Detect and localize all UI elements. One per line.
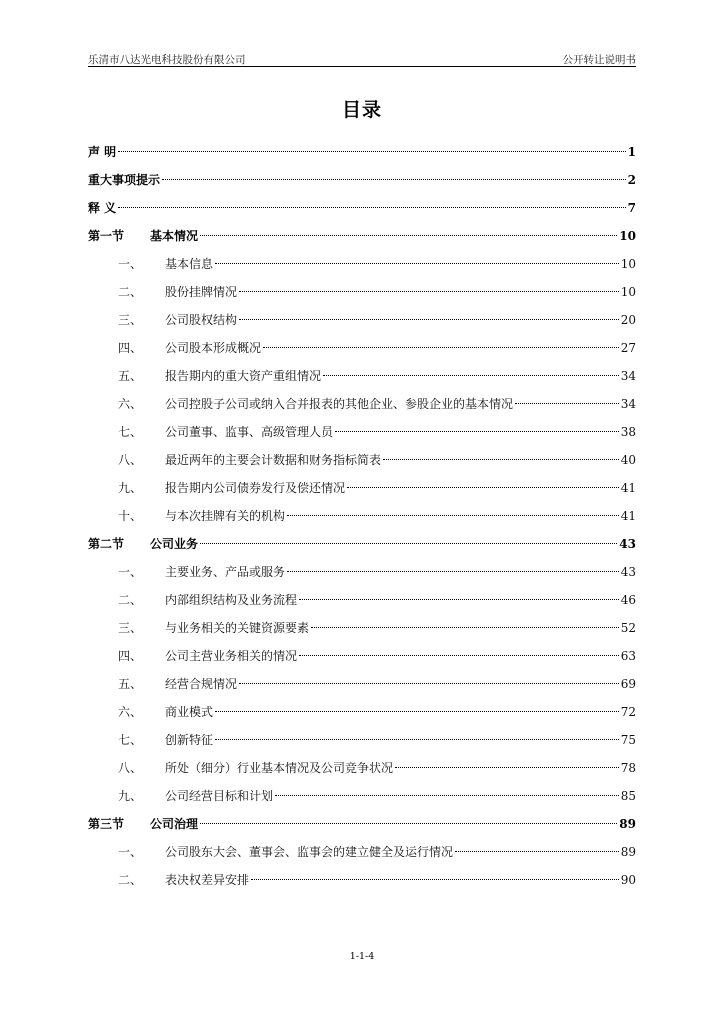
toc-entry-label: 商业模式 [165,705,214,719]
toc-entry[interactable] [88,222,636,250]
running-header [88,52,636,66]
toc-entry-page: 41 [620,481,636,495]
dot-leader [347,487,619,488]
toc-entry-label: 与业务相关的关键资源要素 [165,621,310,635]
dot-leader [118,151,625,152]
toc-entry-label: 主要业务、产品或服务 [165,565,286,579]
toc-entry-label: 公司经营目标和计划 [165,789,274,803]
toc-entry-number: 八、 [118,453,143,467]
toc-title: 目录 [341,99,382,121]
toc-entry-page: 41 [620,509,636,523]
toc-entry-label: 与本次挂牌有关的机构 [165,509,286,523]
toc-entry-page: 75 [620,733,636,747]
toc-entry[interactable] [88,614,636,642]
dot-leader [263,347,619,348]
toc-entry-label: 重大事项提示 [88,173,161,187]
toc-entry-number: 第三节 [88,817,125,831]
toc-entry[interactable] [88,838,636,866]
page-number: 1-1-4 [349,951,375,962]
dot-leader [215,711,619,712]
toc-entry-number: 六、 [118,397,143,411]
toc-entry-number: 一、 [118,257,143,271]
toc-entry-number: 五、 [118,677,143,691]
toc-entry[interactable] [88,782,636,810]
toc-entry-page: 85 [620,789,636,803]
toc-entry-page: 27 [620,341,636,355]
toc-entry-page: 89 [620,845,636,859]
toc-entry-page: 10 [620,257,636,271]
toc-entry-label: 股份挂牌情况 [165,285,238,299]
toc-entry-page: 43 [620,565,636,579]
toc-entry-page: 90 [620,873,636,887]
toc-entry[interactable] [88,502,636,530]
toc-entry-label: 释 义 [88,201,117,215]
toc-entry-page: 72 [620,705,636,719]
dot-leader [311,627,619,628]
toc-entry-label: 最近两年的主要会计数据和财务指标简表 [165,453,382,467]
dot-leader [118,207,625,208]
toc-entry[interactable] [88,586,636,614]
toc-entry-page: 20 [620,313,636,327]
header-rule [88,66,636,67]
dot-leader [162,179,626,180]
dot-leader [515,403,619,404]
toc-entry-number: 一、 [118,565,143,579]
toc-entry-label: 公司董事、监事、高级管理人员 [165,425,334,439]
toc-entry[interactable] [88,726,636,754]
toc-entry[interactable] [88,698,636,726]
toc-entry-label: 内部组织结构及业务流程 [165,593,298,607]
toc-entry[interactable] [88,278,636,306]
toc-entry[interactable] [88,194,636,222]
toc-entry[interactable] [88,530,636,558]
toc-entry-page: 10 [620,285,636,299]
toc-entry-number: 四、 [118,649,143,663]
toc-entry-label: 基本信息 [165,257,214,271]
toc-entry-number: 七、 [118,733,143,747]
dot-leader [215,739,619,740]
toc-entry-label: 公司控股子公司或纳入合并报表的其他企业、参股企业的基本情况 [165,397,514,411]
toc-entry-label: 表决权差异安排 [165,873,250,887]
dot-leader [383,459,619,460]
toc-entry-page: 40 [620,453,636,467]
header-company-name: 乐清市八达光电科技股份有限公司 [88,54,246,66]
dot-leader [200,823,617,824]
toc-entry-label: 公司业务 [150,537,199,551]
toc-entry-page: 43 [619,537,636,551]
toc-entry-page: 63 [620,649,636,663]
toc-entry-page: 1 [627,145,636,159]
dot-leader [299,655,619,656]
toc-entry-page: 34 [620,397,636,411]
toc-entry[interactable] [88,334,636,362]
toc-entry[interactable] [88,306,636,334]
dot-leader [239,319,619,320]
toc-entry-number: 十、 [118,509,143,523]
toc-entry-label: 创新特征 [165,733,214,747]
toc-entry-number: 二、 [118,285,143,299]
toc-entry-page: 78 [620,761,636,775]
toc-entry-page: 38 [620,425,636,439]
toc-entry[interactable] [88,474,636,502]
toc-entry-page: 10 [619,229,636,243]
toc-entry-label: 公司股本形成概况 [165,341,262,355]
dot-leader [299,599,619,600]
toc-entry[interactable] [88,446,636,474]
toc-entry-label: 经营合规情况 [165,677,238,691]
toc-entry-number: 五、 [118,369,143,383]
toc-entry-number: 九、 [118,789,143,803]
toc-entry-page: 34 [620,369,636,383]
toc-entry-label: 公司治理 [150,817,199,831]
toc-entry-number: 一、 [118,845,143,859]
dot-leader [287,571,619,572]
toc-entry[interactable] [88,362,636,390]
dot-leader [335,431,619,432]
toc-entry-number: 第一节 [88,229,125,243]
toc-entry-label: 报告期内的重大资产重组情况 [165,369,322,383]
dot-leader [275,795,619,796]
toc-entry-number: 第二节 [88,537,125,551]
toc-entry-page: 69 [620,677,636,691]
toc-entry[interactable] [88,642,636,670]
toc-entry[interactable] [88,670,636,698]
toc-entry-number: 九、 [118,481,143,495]
toc-entry-number: 二、 [118,593,143,607]
toc-entry-label: 声 明 [88,145,117,159]
toc-entry[interactable] [88,138,636,166]
toc-entry[interactable] [88,810,636,838]
header-document-type: 公开转让说明书 [562,54,636,66]
toc-entry-page: 52 [620,621,636,635]
dot-leader [323,375,619,376]
toc-entry-page: 2 [627,173,636,187]
dot-leader [200,543,617,544]
dot-leader [455,851,619,852]
toc-entry[interactable] [88,558,636,586]
toc-entry-number: 三、 [118,621,143,635]
toc-entry-number: 六、 [118,705,143,719]
toc-entry[interactable] [88,418,636,446]
toc-entry-number: 二、 [118,873,143,887]
toc-entry-page: 46 [620,593,636,607]
toc-entry[interactable] [88,250,636,278]
toc-entry-label: 公司主营业务相关的情况 [165,649,298,663]
toc-entry-number: 八、 [118,761,143,775]
dot-leader [395,767,619,768]
table-of-contents [88,138,636,894]
toc-entry-label: 公司股权结构 [165,313,238,327]
toc-entry-page: 89 [619,817,636,831]
toc-entry-label: 公司股东大会、董事会、监事会的建立健全及运行情况 [165,845,454,859]
dot-leader [200,235,617,236]
toc-entry-number: 三、 [118,313,143,327]
toc-entry-label: 报告期内公司债券发行及偿还情况 [165,481,346,495]
toc-entry-number: 七、 [118,425,143,439]
dot-leader [215,263,619,264]
toc-entry[interactable] [88,390,636,418]
toc-entry-label: 所处（细分）行业基本情况及公司竞争状况 [165,761,394,775]
toc-entry-label: 基本情况 [150,229,199,243]
toc-entry-page: 7 [627,201,636,215]
toc-entry[interactable] [88,166,636,194]
dot-leader [251,879,619,880]
dot-leader [239,291,619,292]
dot-leader [287,515,619,516]
toc-entry-number: 四、 [118,341,143,355]
toc-entry[interactable] [88,754,636,782]
toc-entry[interactable] [88,866,636,894]
dot-leader [239,683,619,684]
